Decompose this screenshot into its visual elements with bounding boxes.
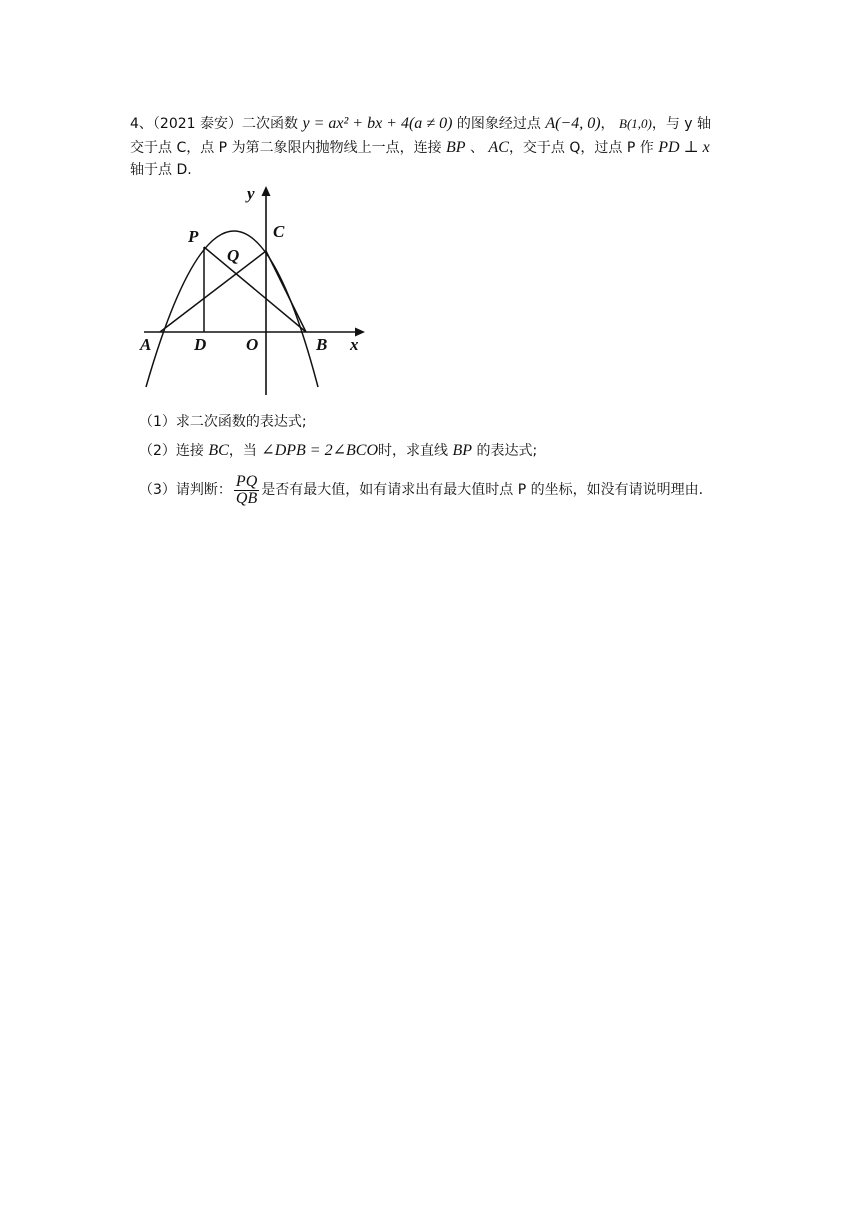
problem-line2-text-2: ，交于点 Q，过点 P 作 — [508, 140, 654, 156]
problem-line-3 — [130, 159, 730, 181]
y-axis-arrow-icon — [262, 186, 271, 196]
segment-b-c — [266, 251, 306, 332]
segment-ac: AC — [488, 139, 509, 156]
problem-line3-text: 轴于点 D. — [130, 162, 192, 178]
problem-line-2 — [130, 137, 730, 159]
label-x-axis: x — [350, 335, 359, 354]
question-2-mid2: 时，求直线 — [378, 443, 448, 459]
comma-1: ， — [600, 116, 615, 132]
question-1 — [139, 411, 739, 433]
question-3 — [139, 472, 739, 508]
problem-intro-2: 的图象经过点 — [456, 116, 541, 132]
question-2 — [139, 440, 739, 462]
label-c: C — [273, 222, 285, 241]
question-2-angle: ∠DPB = 2∠BCO — [261, 442, 378, 459]
function-formula: y = ax² + bx + 4(a ≠ 0) — [302, 115, 453, 132]
label-a: A — [140, 335, 152, 354]
question-3-prefix: （3）请判断： — [139, 482, 232, 498]
label-y-axis: y — [247, 184, 255, 203]
question-3-fraction — [234, 474, 259, 507]
point-b-coord: B(1,0) — [619, 116, 652, 131]
question-3-suffix: 是否有最大值，如有请求出有最大值时点 P 的坐标，如没有请说明理由. — [261, 482, 704, 498]
problem-line-1 — [130, 113, 730, 135]
problem-number: 4、 — [130, 116, 153, 132]
fraction-denominator: QB — [235, 489, 258, 507]
question-2-mid: ，当 — [228, 443, 257, 459]
question-2-suffix: 的表达式; — [476, 443, 538, 459]
perpendicular-expr: PD ⊥ x — [658, 139, 710, 156]
problem-intro-3: ，与 y 轴 — [651, 116, 712, 132]
problem-intro-1: 二次函数 — [242, 116, 299, 132]
separator: 、 — [470, 140, 485, 156]
label-o: O — [246, 335, 259, 354]
problem-line2-text-1: 交于点 C，点 P 为第二象限内抛物线上一点，连接 — [130, 140, 442, 156]
label-p: P — [188, 227, 199, 246]
question-1-text: （1）求二次函数的表达式; — [139, 414, 307, 430]
problem-source: （2021 泰安） — [152, 116, 243, 132]
segment-bp: BP — [446, 139, 466, 156]
question-2-prefix: （2）连接 — [139, 443, 204, 459]
fraction-numerator: PQ — [235, 472, 258, 490]
segment-a-c — [160, 251, 266, 332]
question-2-bc: BC — [208, 442, 229, 459]
parabola-figure — [136, 180, 376, 405]
question-2-bp: BP — [452, 442, 472, 459]
label-b: B — [316, 335, 328, 354]
label-d: D — [194, 335, 207, 354]
label-q: Q — [227, 246, 240, 265]
point-a-coord: A(−4, 0) — [545, 115, 601, 132]
